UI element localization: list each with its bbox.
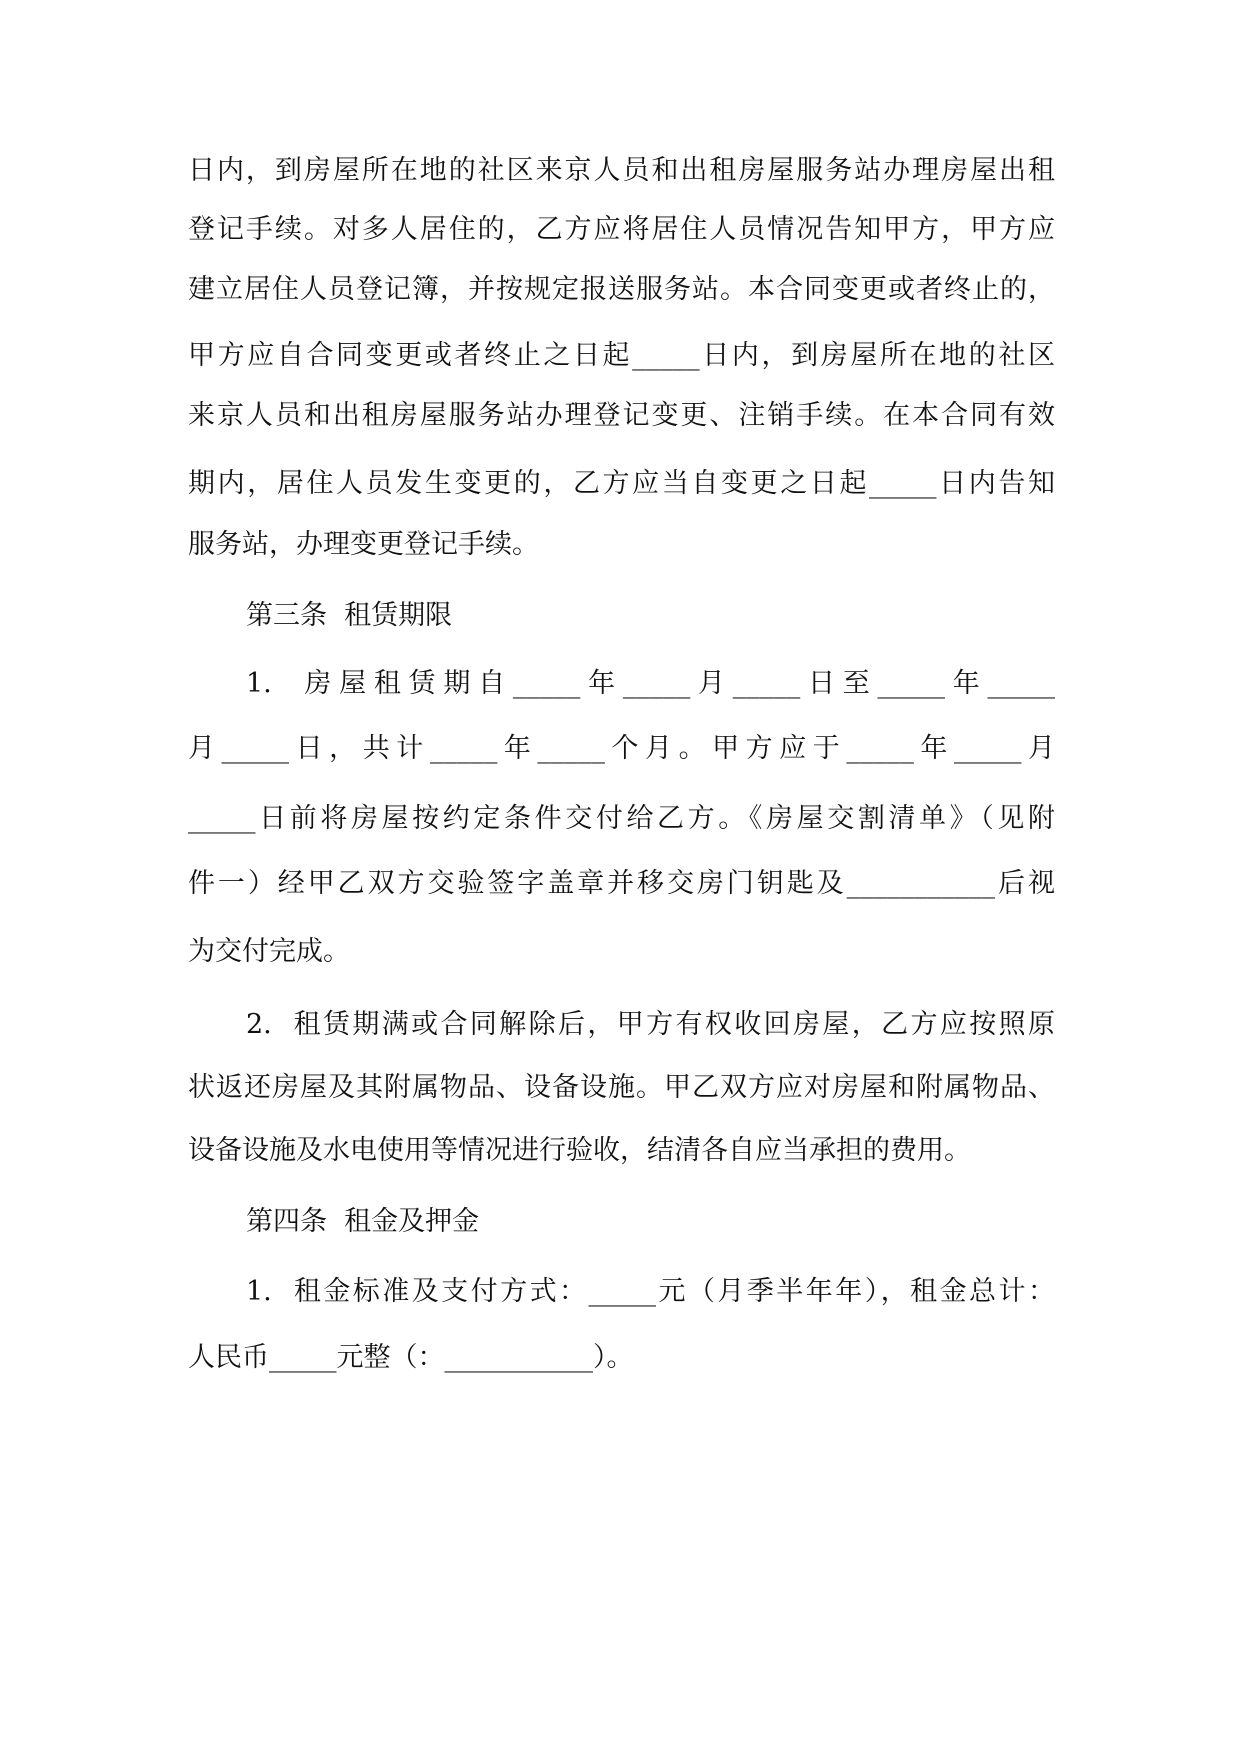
paragraph-line: 设备设施及水电使用等情况进行验收，结清各自应当承担的费用。 bbox=[188, 1135, 971, 1166]
paragraph-line: 登记手续。对多人居住的，乙方应将居住人员情况告知甲方，甲方应 bbox=[188, 214, 1055, 245]
paragraph-line: _____日前将房屋按约定条件交付给乙方。《房屋交割清单》（见附 bbox=[188, 803, 1055, 834]
paragraph-line: 件一）经甲乙双方交验签字盖章并移交房门钥匙及___________后视 bbox=[188, 868, 1055, 899]
section-heading: 第三条 租赁期限 bbox=[246, 600, 453, 631]
paragraph-line: 月_____日，共计_____年_____个月。甲方应于_____年_____月 bbox=[188, 733, 1055, 764]
paragraph-line: 2. 租赁期满或合同解除后，甲方有权收回房屋，乙方应按照原 bbox=[246, 1009, 1055, 1040]
paragraph-line: 甲方应自合同变更或者终止之日起_____日内，到房屋所在地的社区 bbox=[188, 340, 1055, 371]
paragraph-line: 日内，到房屋所在地的社区来京人员和出租房屋服务站办理房屋出租 bbox=[188, 155, 1055, 186]
paragraph-line: 1. 房屋租赁期自_____年_____月_____日至_____年_____ bbox=[246, 668, 1055, 699]
paragraph-line: 1. 租金标准及支付方式：_____元（月季半年年），租金总计： bbox=[246, 1276, 1055, 1307]
paragraph-line: 期内，居住人员发生变更的，乙方应当自变更之日起_____日内告知 bbox=[188, 468, 1055, 499]
section-heading: 第四条 租金及押金 bbox=[246, 1206, 480, 1237]
paragraph-line: 状返还房屋及其附属物品、设备设施。甲乙双方应对房屋和附属物品、 bbox=[188, 1072, 1055, 1103]
paragraph-line: 人民币_____元整（：___________）。 bbox=[188, 1342, 634, 1373]
paragraph-line: 服务站，办理变更登记手续。 bbox=[188, 529, 539, 560]
paragraph-line: 为交付完成。 bbox=[188, 936, 350, 967]
paragraph-line: 来京人员和出租房屋服务站办理登记变更、注销手续。在本合同有效 bbox=[188, 400, 1055, 431]
paragraph-line: 建立居住人员登记簿，并按规定报送服务站。本合同变更或者终止的， bbox=[188, 274, 1055, 305]
